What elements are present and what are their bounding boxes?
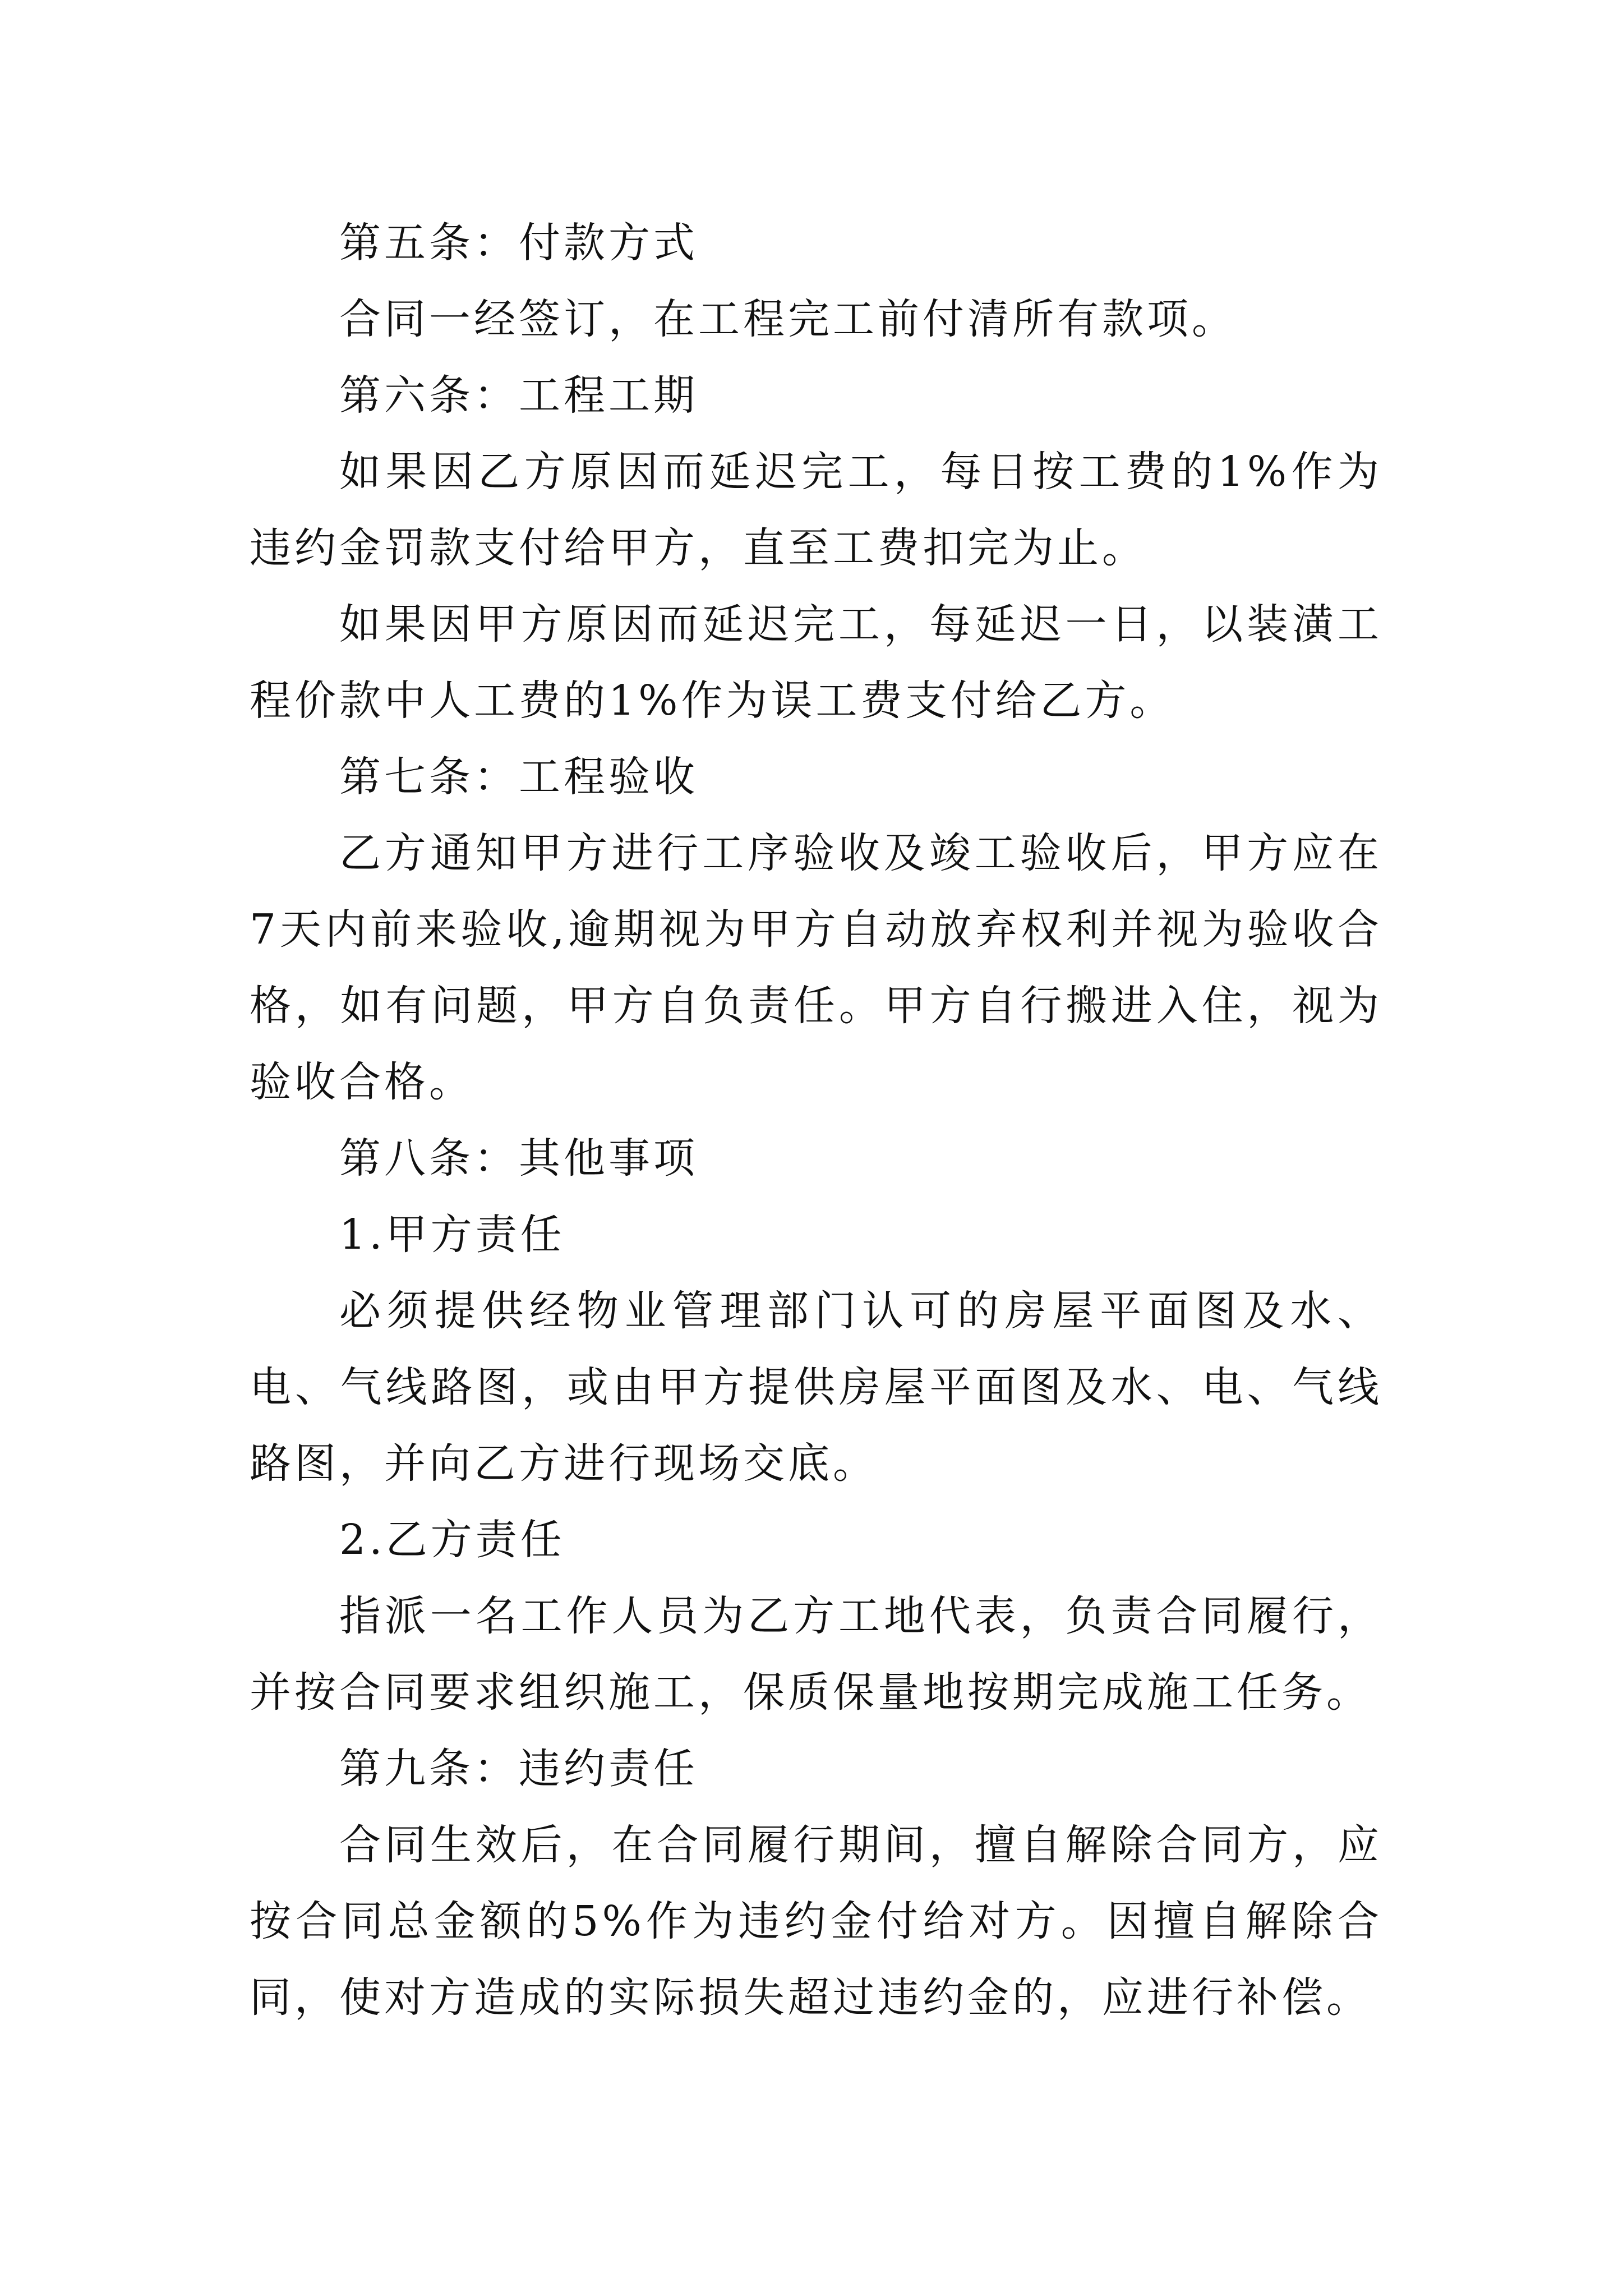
document-body [250, 205, 1382, 2036]
article-5-heading: 第五条：付款方式 [339, 219, 698, 267]
article-5-text: 合同一经签订，在工程完工前付清所有款项。 [339, 295, 1237, 343]
party-b-heading: 2.乙方责任 [339, 1516, 565, 1564]
article-6-heading: 第六条：工程工期 [339, 371, 698, 420]
article-9-heading: 第九条：违约责任 [339, 1745, 698, 1793]
party-b-text: 指派一名工作人员为乙方工地代表，负责合同履行，并按合同要求组织施工，保质保量地按期完成施工任务。 [250, 1592, 1382, 1717]
party-a-heading: 1.甲方责任 [339, 1211, 565, 1259]
party-a-text: 必须提供经物业管理部门认可的房屋平面图及水、电、气线路图，或由甲方提供房屋平面图及水、电、气线路图，并向乙方进行现场交底。 [250, 1287, 1382, 1488]
article-8-heading: 第八条：其他事项 [339, 1134, 698, 1182]
article-6-text-1: 如果因乙方原因而延迟完工，每日按工费的1%作为违约金罚款支付给甲方，直至工费扣完为止。 [250, 448, 1382, 572]
article-9-text: 合同生效后，在合同履行期间，擅自解除合同方，应按合同总金额的5%作为违约金付给对方。因擅自解除合同，使对方造成的实际损失超过违约金的，应进行补偿。 [250, 1821, 1382, 2022]
article-7-heading: 第七条：工程验收 [339, 753, 698, 801]
article-7-text: 乙方通知甲方进行工序验收及竣工验收后，甲方应在7天内前来验收,逾期视为甲方自动放弃权利并视为验收合格，如有问题，甲方自负责任。甲方自行搬进入住，视为验收合格。 [250, 829, 1382, 1106]
article-6-text-2: 如果因甲方原因而延迟完工，每延迟一日，以装潢工程价款中人工费的1%作为误工费支付给乙方。 [250, 600, 1382, 725]
